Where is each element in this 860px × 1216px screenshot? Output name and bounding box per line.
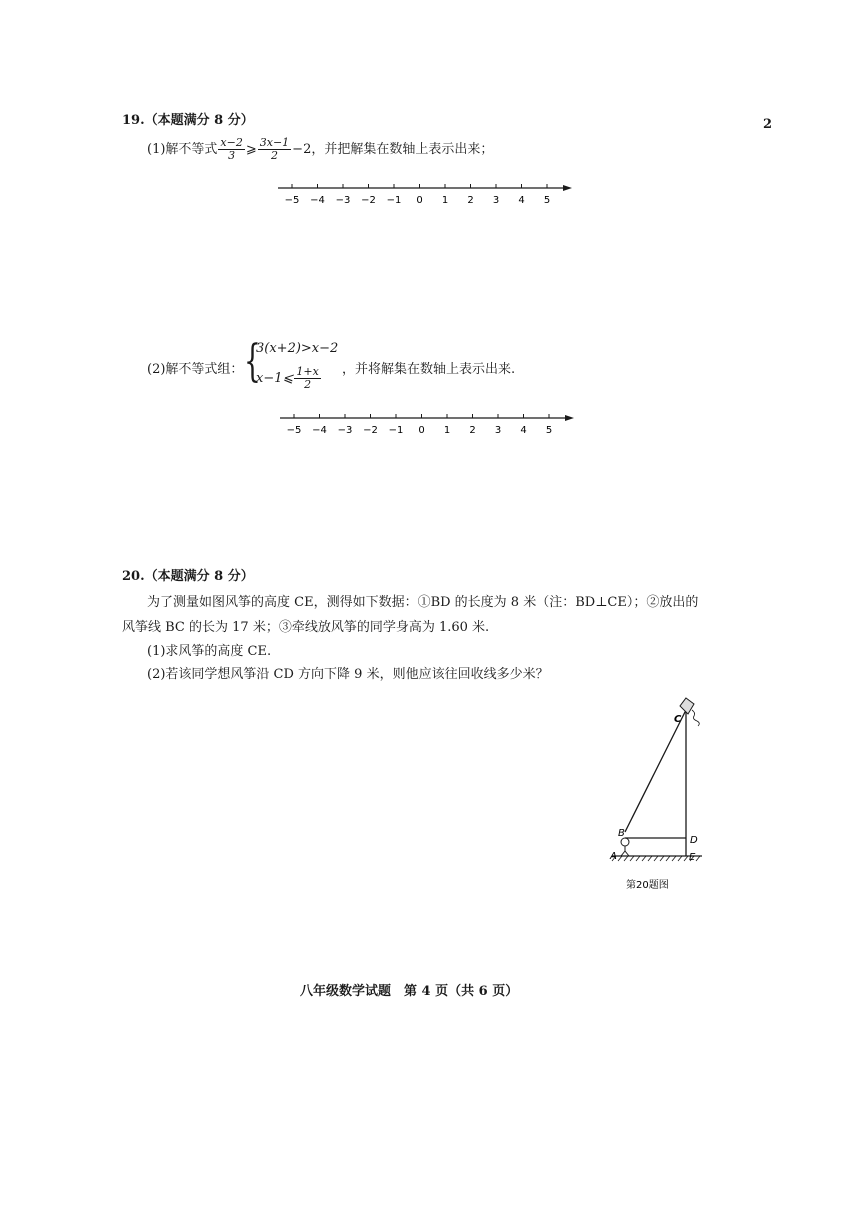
number-line-2-tick-label: 1	[443, 425, 451, 436]
system-brace: {	[244, 336, 261, 387]
frac1-denominator: 3	[228, 149, 236, 162]
q19-part2-prefix: (2)解不等式组：	[147, 362, 244, 377]
q20-header: 20.（本题满分 8 分）	[122, 569, 254, 584]
number-line-2-tick-label: 0	[418, 425, 425, 436]
number-line-2-tick-label: 2	[469, 425, 476, 436]
q19-part1	[147, 137, 493, 162]
q19-part2-line1: 3(x+2)>x−2	[256, 341, 339, 356]
page-number: 2	[763, 117, 773, 132]
number-line-2-tick-label: −3	[337, 425, 353, 436]
number-line-1-tick-label: 5	[543, 195, 551, 206]
number-line-1-tick-label: 3	[492, 195, 500, 206]
segment-bc	[625, 710, 686, 832]
number-line-1-tick-label: 0	[416, 195, 423, 206]
number-line-2-tick-label: −4	[312, 425, 327, 436]
q20-line2: 风筝线 BC 的长为 17 米；③牵线放风筝的同学身高为 1.60 米.	[122, 620, 490, 635]
line2-frac	[294, 366, 320, 391]
q19-part2-line2	[256, 366, 322, 391]
person-leg-right	[625, 851, 629, 856]
number-line-1-tick-label: 4	[518, 195, 525, 206]
q20-part1: (1)求风筝的高度 CE.	[147, 644, 272, 659]
number-line-1-tick-label: 2	[467, 195, 474, 206]
number-line-2-tick-label: 5	[545, 425, 553, 436]
number-line-2-tick-label: 3	[494, 425, 502, 436]
label-e: E	[689, 852, 696, 863]
person-head-icon	[621, 838, 629, 846]
number-line-1-tick-label: −3	[335, 195, 351, 206]
q19-part1-frac2	[258, 137, 291, 162]
number-line-1-tick-label: 1	[441, 195, 449, 206]
q19-header: 19.（本题满分 8 分）	[122, 113, 254, 128]
frac1-numerator: x−2	[220, 136, 243, 149]
number-line-1-tick-label: −4	[310, 195, 325, 206]
person-leg-left	[621, 851, 625, 856]
line2-left: x−1⩽	[256, 371, 294, 386]
arrow-right-icon	[563, 185, 572, 191]
q19-part2-suffix: ，并将解集在数轴上表示出来.	[342, 362, 516, 377]
q19-part1-suffix: −2，并把解集在数轴上表示出来；	[292, 142, 494, 157]
kite-icon	[680, 698, 694, 714]
line2-numerator: 1+x	[296, 365, 319, 378]
number-line-1-tick-label: −2	[361, 195, 376, 206]
page-footer: 八年级数学试题 第 4 页（共 6 页）	[300, 984, 519, 999]
ground-hatch	[612, 856, 700, 861]
number-line-2-tick-label: −5	[286, 425, 302, 436]
q20-part2: (2)若该同学想风筝沿 CD 方向下降 9 米，则他应该往回收线多少米？	[147, 667, 549, 682]
label-a: A	[610, 851, 617, 862]
frac2-denominator: 2	[270, 149, 278, 162]
label-c: C	[674, 714, 682, 725]
number-line-1	[270, 180, 580, 210]
q19-part1-relation: ⩾	[245, 142, 257, 157]
line2-denominator: 2	[304, 378, 312, 391]
number-line-2	[272, 410, 582, 440]
q19-part1-frac1	[218, 137, 244, 162]
arrow-right-icon	[565, 415, 574, 421]
kite-tail-icon	[692, 710, 699, 726]
number-line-1-tick-label: −1	[386, 195, 402, 206]
q19-part1-prefix: (1)解不等式	[147, 142, 218, 157]
label-b: B	[618, 828, 625, 839]
kite-figure	[600, 690, 730, 900]
frac2-numerator: 3x−1	[259, 136, 290, 149]
label-d: D	[690, 835, 698, 846]
number-line-2-tick-label: −2	[363, 425, 378, 436]
figure-caption: 第20题图	[626, 880, 669, 891]
number-line-2-tick-label: −1	[388, 425, 404, 436]
number-line-1-tick-label: −5	[284, 195, 300, 206]
number-line-2-tick-label: 4	[520, 425, 527, 436]
q20-line1: 为了测量如图风筝的高度 CE，测得如下数据：①BD 的长度为 8 米（注：BD⊥CE）；②放出的	[147, 595, 699, 610]
